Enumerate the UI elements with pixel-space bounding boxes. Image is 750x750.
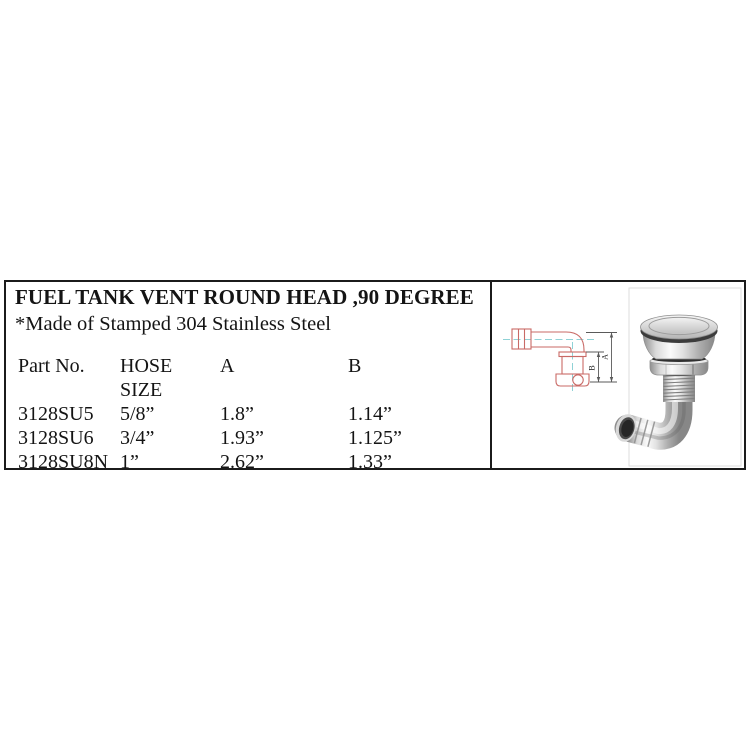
technical-drawing bbox=[503, 329, 617, 393]
col-header-dim-a: A bbox=[220, 355, 235, 377]
figure-panel bbox=[492, 282, 744, 468]
dim-a-value: 1.8” bbox=[220, 403, 254, 425]
product-sheet-box bbox=[4, 280, 746, 473]
hose-size-value: 3/4” bbox=[120, 427, 155, 449]
dim-a-value: 1.93” bbox=[220, 427, 264, 449]
dimension-label-a: A bbox=[600, 354, 610, 360]
part-no-value: 3128SU8N bbox=[18, 451, 109, 473]
part-no-value: 3128SU5 bbox=[18, 403, 94, 425]
col-header-part: Part No. bbox=[18, 355, 85, 377]
dim-a-value: 2.62” bbox=[220, 451, 264, 473]
empty-cell bbox=[348, 378, 490, 402]
spec-panel bbox=[6, 282, 492, 473]
col-header-hose: HOSE bbox=[120, 355, 173, 377]
dim-b-value: 1.125” bbox=[348, 427, 402, 449]
empty-cell bbox=[18, 378, 120, 402]
figure-svg bbox=[492, 282, 744, 468]
round-head-cap bbox=[641, 315, 718, 343]
product-photo bbox=[613, 288, 741, 466]
page-title: FUEL TANK VENT ROUND HEAD ,90 DEGREE bbox=[15, 285, 474, 309]
dim-b-value: 1.33” bbox=[348, 451, 392, 473]
part-outline bbox=[512, 329, 589, 386]
threaded-stem bbox=[663, 372, 695, 402]
spec-table bbox=[18, 354, 490, 474]
empty-cell bbox=[220, 378, 348, 402]
part-no-value: 3128SU6 bbox=[18, 427, 94, 449]
hose-size-value: 1” bbox=[120, 451, 139, 473]
dimension-label-b: B bbox=[587, 365, 597, 371]
hose-size-value: 5/8” bbox=[120, 403, 155, 425]
col-header-dim-b: B bbox=[348, 355, 362, 377]
dim-b-value: 1.14” bbox=[348, 403, 392, 425]
col-header-hose-size: SIZE bbox=[120, 379, 163, 401]
material-note: *Made of Stamped 304 Stainless Steel bbox=[15, 313, 331, 335]
